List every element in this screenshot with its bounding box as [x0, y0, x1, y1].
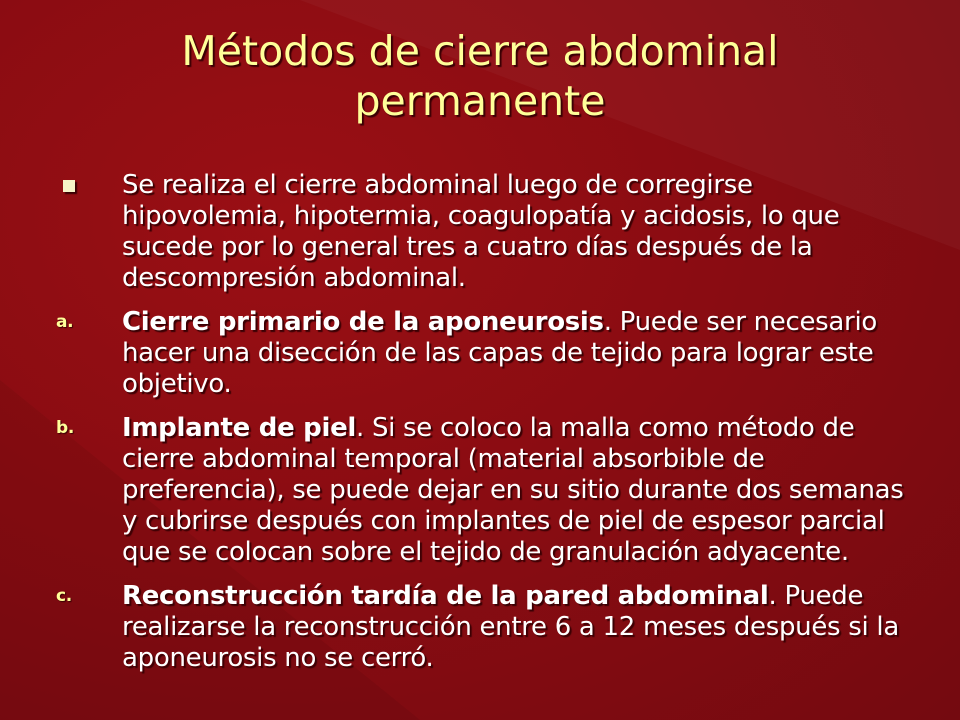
list-marker-c: c. [56, 586, 72, 606]
item-c-text: . Puede realizarse la reconstrucción entre 6 a 12 meses después si la aponeurosis no se cerró. [122, 581, 899, 673]
intro-text: Se realiza el cierre abdominal luego de corregirse hipovolemia, hipotermia, coagulopatía y acidosis, lo que sucede por lo general tres a cuatro días después de la descompresión abdominal. [122, 170, 840, 293]
item-b-heading: Implante de piel [122, 413, 357, 443]
item-a-heading: Cierre primario de la aponeurosis [122, 307, 604, 337]
bullet-intro [56, 170, 906, 294]
item-a-text: . Puede ser necesario hacer una disección de las capas de tejido para lograr este objetivo. [122, 307, 877, 399]
slide-body [56, 170, 906, 674]
list-item-a [56, 307, 906, 400]
list-item-c [56, 581, 906, 674]
slide-title [0, 26, 960, 126]
list-marker-b: b. [56, 418, 75, 438]
item-b-text: . Si se coloco la malla como método de cierre abdominal temporal (material absorbible de preferencia), se puede dejar en su sitio durante dos semanas y cubrirse después con implantes de piel de espesor parcial que se colocan sobre el tejido de granulación adyacente. [122, 413, 904, 567]
title-line-1: Métodos de cierre abdominal [181, 27, 779, 75]
title-line-2: permanente [354, 77, 606, 125]
list-marker-a: a. [56, 312, 74, 332]
list-item-b [56, 413, 906, 568]
item-c-heading: Reconstrucción tardía de la pared abdominal [122, 581, 769, 611]
square-bullet-icon [63, 180, 75, 192]
